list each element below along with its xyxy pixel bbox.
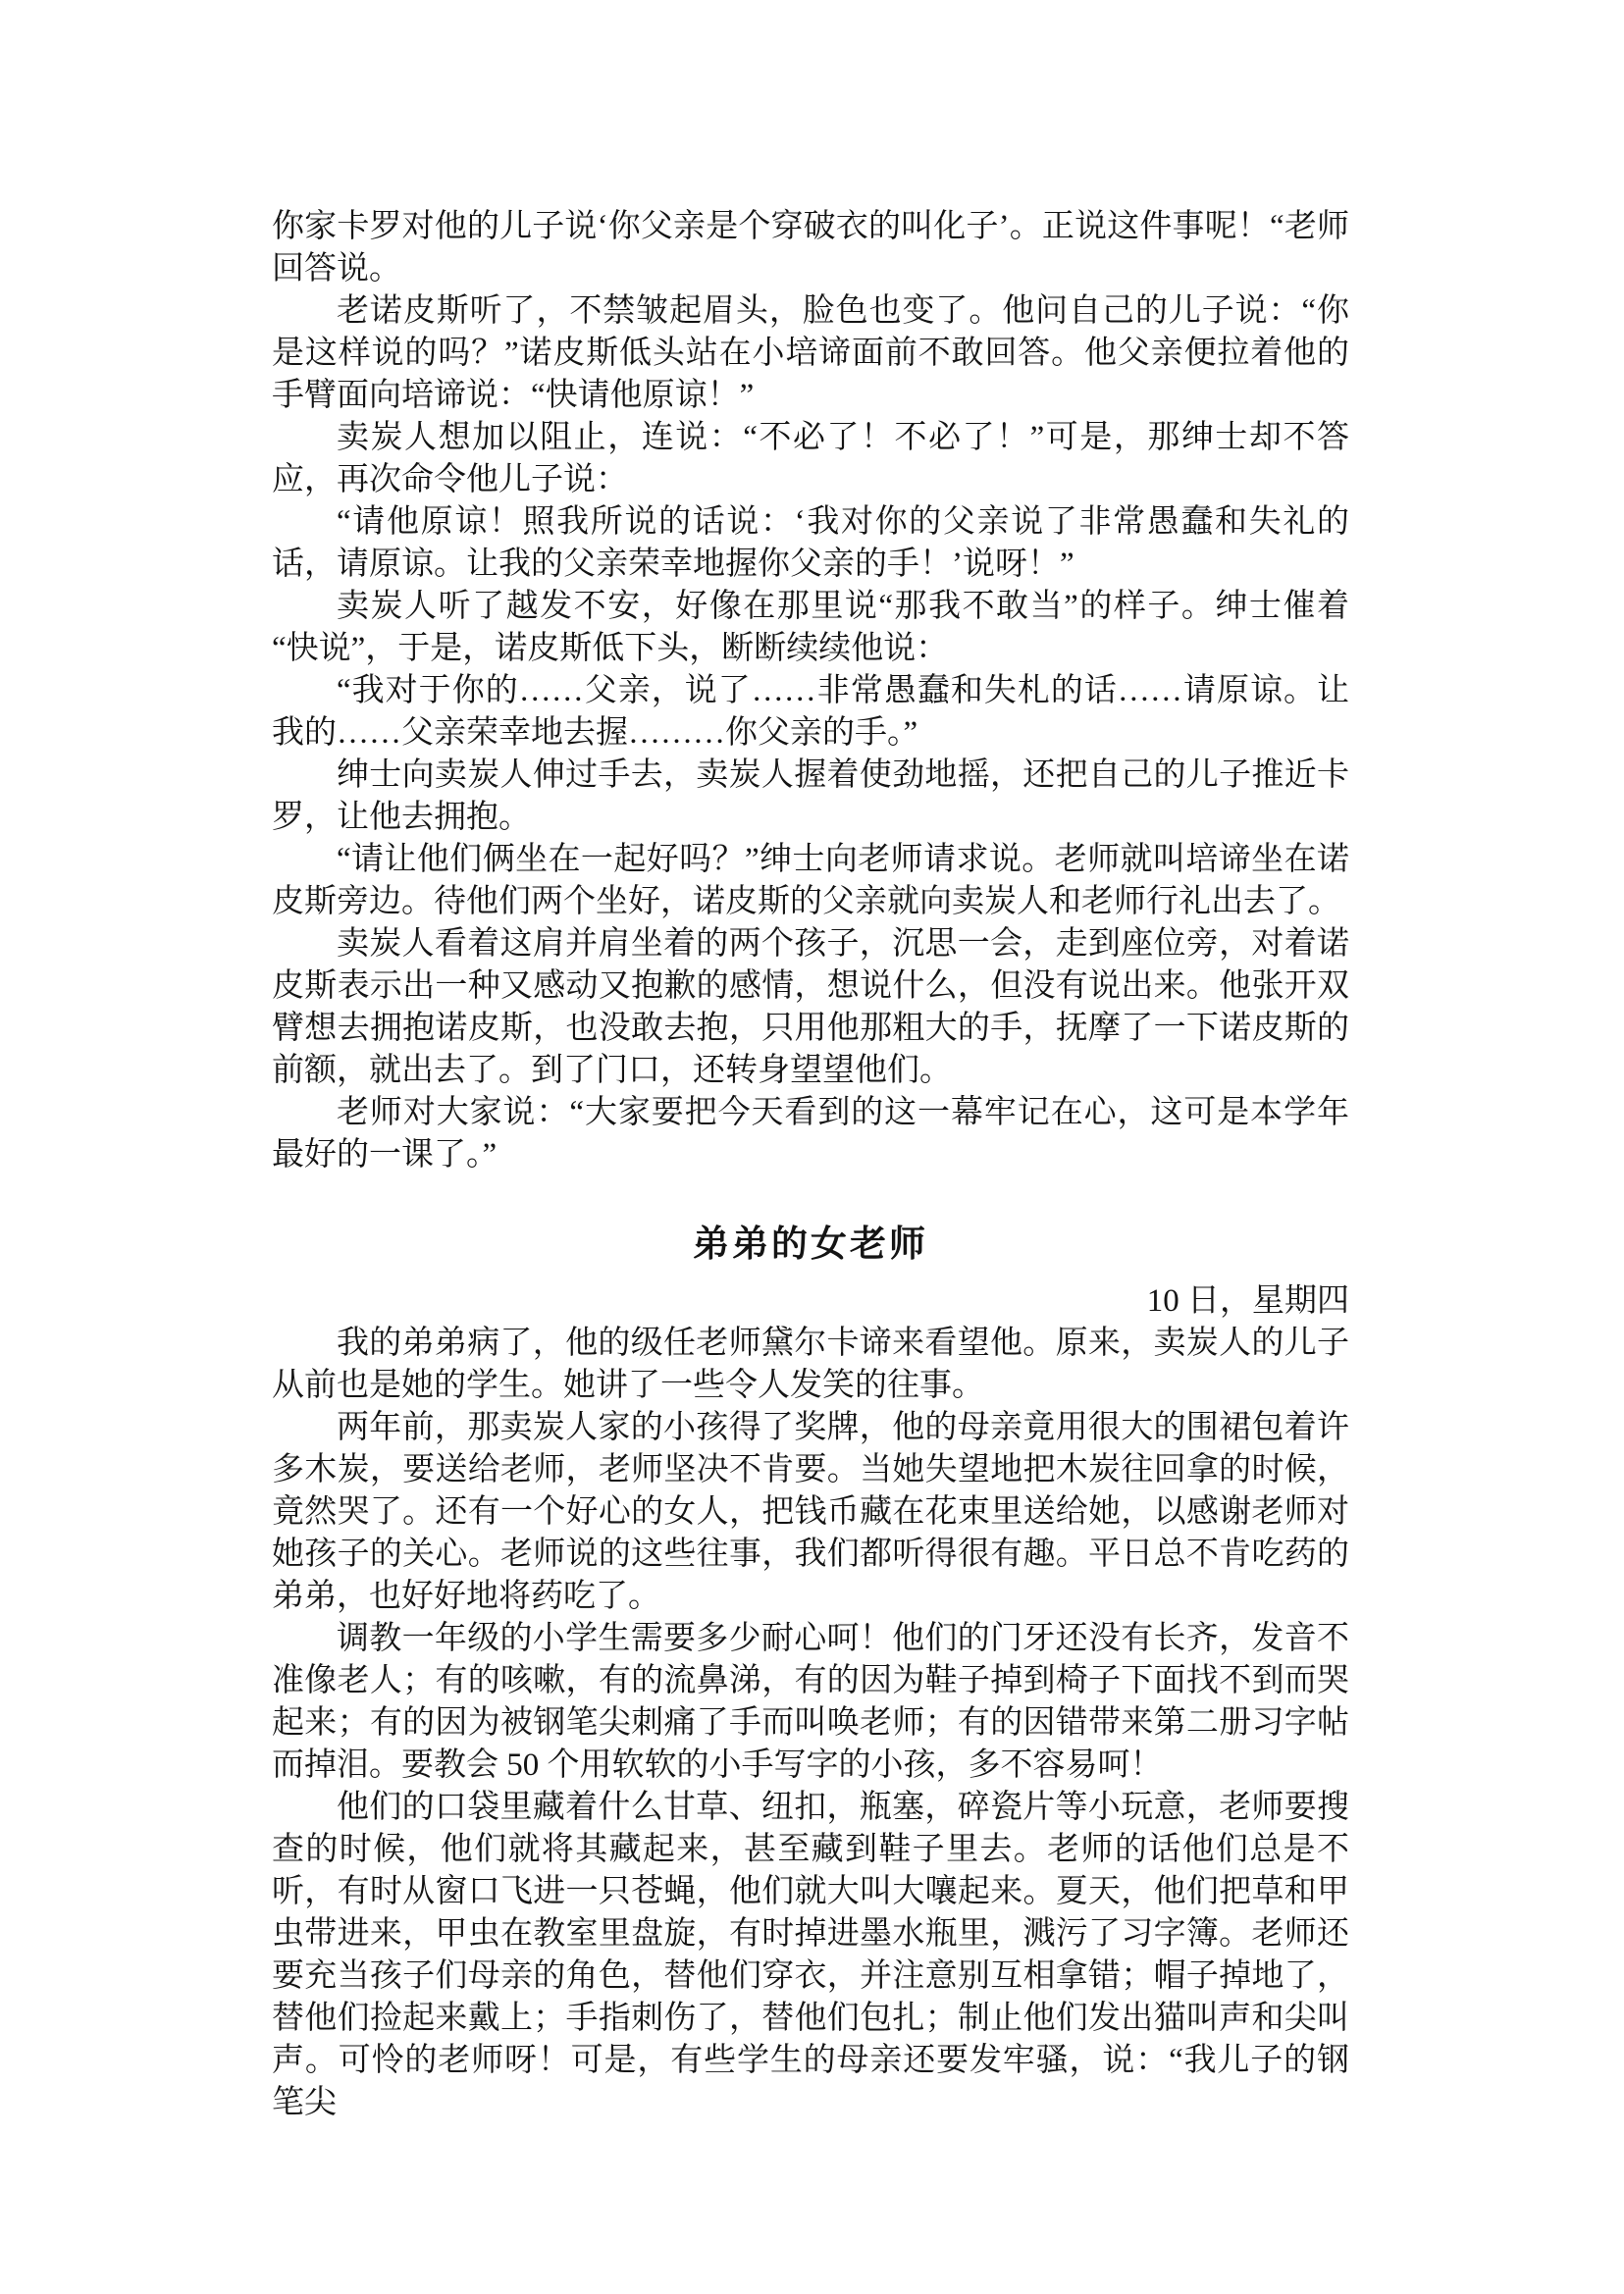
paragraph: 调教一年级的小学生需要多少耐心呵！他们的门牙还没有长齐，发音不准像老人；有的咳嗽，有的流鼻涕，有的因为鞋子掉到椅子下面找不到而哭起来；有的因为被钢笔尖刺痛了手而叫唤老师；有的因错带来第二册习字帖而掉泪。要教会 50 个用软软的小手写字的小孩，多不容易呵！ [272, 1621, 1349, 1783]
paragraph: 老诺皮斯听了，不禁皱起眉头，脸色也变了。他问自己的儿子说：“你是这样说的吗？”诺皮斯低头站在小培谛面前不敢回答。他父亲便拉着他的手臂面向培谛说：“快请他原谅！” [272, 293, 1349, 413]
paragraph: “请让他们俩坐在一起好吗？”绅士向老师请求说。老师就叫培谛坐在诺皮斯旁边。待他们两个坐好，诺皮斯的父亲就向卖炭人和老师行礼出去了。 [272, 842, 1349, 919]
dateline: 10 日，星期四 [1146, 1283, 1349, 1319]
paragraph: 我的弟弟病了，他的级任老师黛尔卡谛来看望他。原来，卖炭人的儿子从前也是她的学生。她讲了一些令人发笑的往事。 [272, 1326, 1349, 1403]
paragraph: “我对于你的……父亲，说了……非常愚蠢和失札的话……请原谅。让我的……父亲荣幸地去握………你父亲的手。” [272, 673, 1349, 751]
paragraph: 卖炭人听了越发不安，好像在那里说“那我不敢当”的样子。绅士催着“快说”，于是，诺皮斯低下头，断断续续他说： [272, 589, 1349, 666]
paragraph: 他们的口袋里藏着什么甘草、纽扣，瓶塞，碎瓷片等小玩意，老师要搜查的时候，他们就将其藏起来，甚至藏到鞋子里去。老师的话他们总是不听，有时从窗口飞进一只苍蝇，他们就大叫大嚷起来。夏天，他们把草和甲虫带进来，甲虫在教室里盘旋，有时掉进墨水瓶里，溅污了习字簿。老师还要充当孩子们母亲的角色，替他们穿衣，并注意别互相拿错；帽子掉地了，替他们捡起来戴上；手指刺伤了，替他们包扎；制止他们发出猫叫声和尖叫声。可怜的老师呀！可是，有些学生的母亲还要发牢骚，说：“我儿子的钢笔尖 [272, 1790, 1349, 2120]
paragraph: 卖炭人想加以阻止，连说：“不必了！不必了！”可是，那绅士却不答应，再次命令他儿子说： [272, 420, 1349, 497]
story-end-paragraphs [272, 206, 1349, 1176]
paragraph: 老师对大家说：“大家要把今天看到的这一幕牢记在心，这可是本学年最好的一课了。” [272, 1095, 1349, 1173]
section-heading: 弟弟的女老师 [693, 1224, 928, 1264]
paragraph: 卖炭人看着这肩并肩坐着的两个孩子，沉思一会，走到座位旁，对着诺皮斯表示出一种又感动又抱歉的感情，想说什么，但没有说出来。他张开双臂想去拥抱诺皮斯，也没敢去抱，只用他那粗大的手，抚摩了一下诺皮斯的前额，就出去了。到了门口，还转身望望他们。 [272, 926, 1349, 1088]
paragraph: “请他原谅！照我所说的话说：‘我对你的父亲说了非常愚蠢和失礼的话，请原谅。让我的父亲荣幸地握你父亲的手！’说呀！” [272, 504, 1349, 582]
section-paragraphs [272, 1323, 1349, 2124]
text-column [272, 206, 1349, 2124]
paragraph: 两年前，那卖炭人家的小孩得了奖牌，他的母亲竟用很大的围裙包着许多木炭，要送给老师，老师坚决不肯要。当她失望地把木炭往回拿的时候，竟然哭了。还有一个好心的女人，把钱币藏在花束里送给她，以感谢老师对她孩子的关心。老师说的这些往事，我们都听得很有趣。平日总不肯吃药的弟弟，也好好地将药吃了。 [272, 1410, 1349, 1614]
paragraph: 绅士向卖炭人伸过手去，卖炭人握着使劲地摇，还把自己的儿子推近卡罗，让他去拥抱。 [272, 757, 1349, 835]
paragraph: 你家卡罗对他的儿子说‘你父亲是个穿破衣的叫化子’。正说这件事呢！“老师回答说。 [272, 209, 1349, 287]
